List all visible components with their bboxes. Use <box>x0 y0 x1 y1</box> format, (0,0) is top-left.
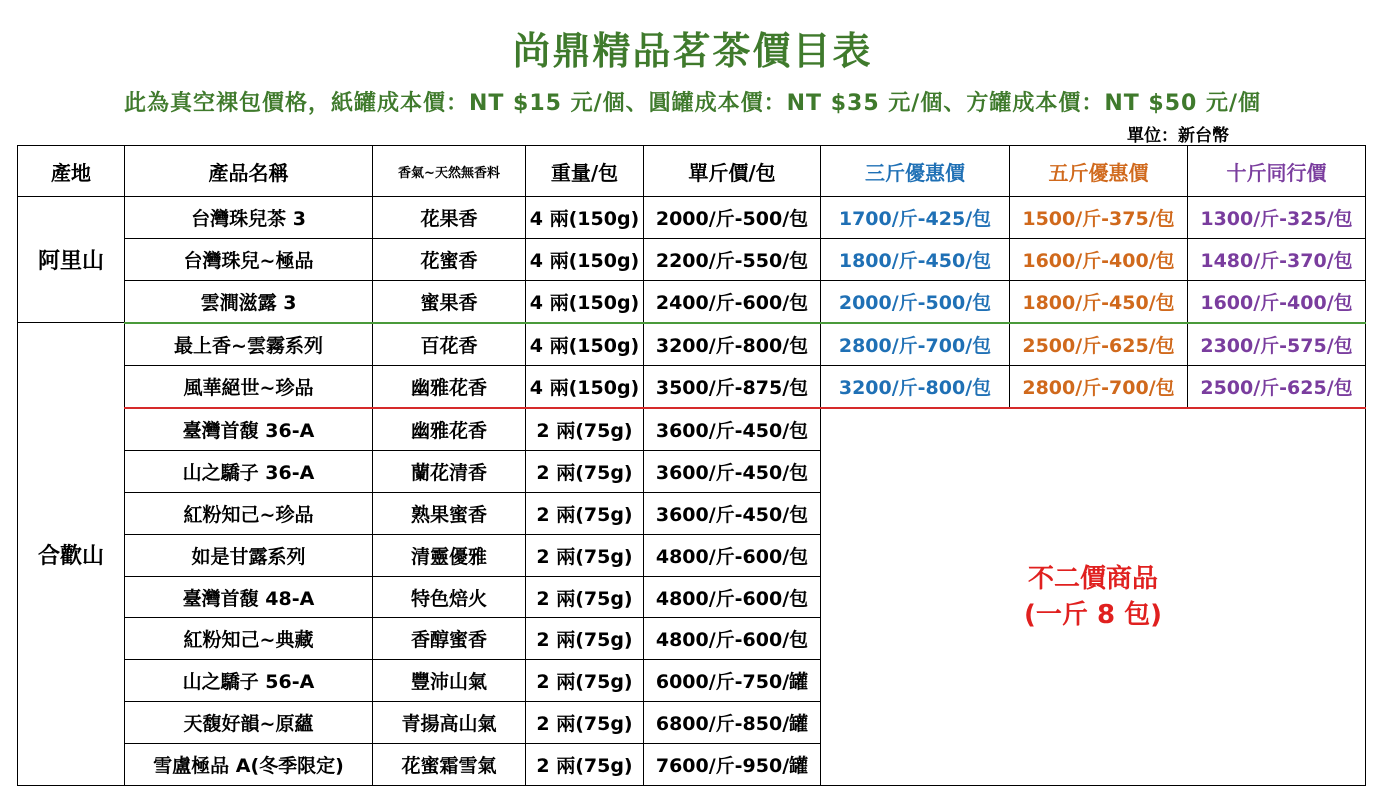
table-row <box>18 280 1366 323</box>
product-price: 4800/斤-600/包 <box>644 618 821 660</box>
price-table <box>17 145 1366 786</box>
header-origin: 產地 <box>18 146 125 197</box>
pack-count-label: (一斤 8 包) <box>1024 599 1162 630</box>
product-aroma: 青揚高山氣 <box>373 702 526 744</box>
price-5-jin: 2500/斤-625/包 <box>1010 323 1188 366</box>
product-name: 風華絕世~珍品 <box>125 365 373 408</box>
header-price: 單斤價/包 <box>644 146 821 197</box>
product-weight: 2 兩(75g) <box>526 702 644 744</box>
product-price: 3600/斤-450/包 <box>644 451 821 493</box>
price-10-jin: 2300/斤-575/包 <box>1188 323 1366 366</box>
product-weight: 4 兩(150g) <box>526 238 644 280</box>
product-weight: 2 兩(75g) <box>526 618 644 660</box>
header-10-jin-price: 十斤同行價 <box>1188 146 1366 197</box>
product-weight: 4 兩(150g) <box>526 197 644 239</box>
header-weight: 重量/包 <box>526 146 644 197</box>
product-name: 雪盧極品 A(冬季限定) <box>125 743 373 785</box>
product-name: 山之驕子 56-A <box>125 660 373 702</box>
product-weight: 2 兩(75g) <box>526 576 644 618</box>
header-name: 產品名稱 <box>125 146 373 197</box>
origin-hehuan: 合歡山 <box>18 323 125 786</box>
product-price: 3600/斤-450/包 <box>644 492 821 534</box>
currency-unit: 單位：新台幣 <box>1127 126 1229 146</box>
price-5-jin: 1600/斤-400/包 <box>1010 238 1188 280</box>
product-aroma: 特色焙火 <box>373 576 526 618</box>
price-3-jin: 2000/斤-500/包 <box>821 280 1010 323</box>
product-price: 2400/斤-600/包 <box>644 280 821 323</box>
product-name: 山之驕子 36-A <box>125 451 373 493</box>
product-name: 紅粉知己~典藏 <box>125 618 373 660</box>
price-10-jin: 2500/斤-625/包 <box>1188 365 1366 408</box>
product-price: 3600/斤-450/包 <box>644 408 821 451</box>
product-aroma: 蘭花清香 <box>373 451 526 493</box>
product-price: 7600/斤-950/罐 <box>644 743 821 785</box>
price-10-jin: 1600/斤-400/包 <box>1188 280 1366 323</box>
product-price: 4800/斤-600/包 <box>644 576 821 618</box>
product-weight: 4 兩(150g) <box>526 280 644 323</box>
price-10-jin: 1300/斤-325/包 <box>1188 197 1366 239</box>
product-weight: 2 兩(75g) <box>526 660 644 702</box>
product-price: 3200/斤-800/包 <box>644 323 821 366</box>
product-name: 臺灣首馥 36-A <box>125 408 373 451</box>
price-3-jin: 1700/斤-425/包 <box>821 197 1010 239</box>
price-3-jin: 3200/斤-800/包 <box>821 365 1010 408</box>
product-aroma: 花蜜霜雪氣 <box>373 743 526 785</box>
product-name: 最上香~雲霧系列 <box>125 323 373 366</box>
table-row <box>18 365 1366 408</box>
product-price: 6800/斤-850/罐 <box>644 702 821 744</box>
product-name: 雲澗滋露 3 <box>125 280 373 323</box>
product-aroma: 花果香 <box>373 197 526 239</box>
product-name: 紅粉知己~珍品 <box>125 492 373 534</box>
table-row <box>18 238 1366 280</box>
product-aroma: 熟果蜜香 <box>373 492 526 534</box>
product-weight: 2 兩(75g) <box>526 743 644 785</box>
header-5-jin-price: 五斤優惠價 <box>1010 146 1188 197</box>
table-row <box>18 197 1366 239</box>
product-weight: 2 兩(75g) <box>526 408 644 451</box>
product-name: 臺灣首馥 48-A <box>125 576 373 618</box>
product-weight: 2 兩(75g) <box>526 451 644 493</box>
price-5-jin: 1800/斤-450/包 <box>1010 280 1188 323</box>
product-weight: 2 兩(75g) <box>526 534 644 576</box>
product-weight: 4 兩(150g) <box>526 323 644 366</box>
fixed-price-label: 不二價商品 <box>1027 563 1158 594</box>
product-aroma: 百花香 <box>373 323 526 366</box>
fixed-price-note <box>821 408 1366 786</box>
table-row <box>18 408 1366 451</box>
price-10-jin: 1480/斤-370/包 <box>1188 238 1366 280</box>
product-aroma: 花蜜香 <box>373 238 526 280</box>
price-3-jin: 1800/斤-450/包 <box>821 238 1010 280</box>
product-weight: 4 兩(150g) <box>526 365 644 408</box>
product-aroma: 幽雅花香 <box>373 365 526 408</box>
table-header-row <box>18 146 1366 197</box>
product-name: 台灣珠兒~極品 <box>125 238 373 280</box>
price-3-jin: 2800/斤-700/包 <box>821 323 1010 366</box>
product-aroma: 清靈優雅 <box>373 534 526 576</box>
product-price: 2200/斤-550/包 <box>644 238 821 280</box>
price-5-jin: 2800/斤-700/包 <box>1010 365 1188 408</box>
page-title: 尚鼎精品茗茶價目表 <box>512 29 873 73</box>
product-aroma: 幽雅花香 <box>373 408 526 451</box>
product-name: 台灣珠兒茶 3 <box>125 197 373 239</box>
header-aroma: 香氣~天然無香料 <box>373 146 526 197</box>
origin-alishan: 阿里山 <box>18 197 125 323</box>
product-price: 3500/斤-875/包 <box>644 365 821 408</box>
price-note: 此為真空裸包價格，紙罐成本價：NT $15 元/個、圓罐成本價：NT $35 元/個、方罐成本價：NT $50 元/個 <box>123 91 1262 116</box>
product-name: 如是甘露系列 <box>125 534 373 576</box>
product-name: 天馥好韻~原蘊 <box>125 702 373 744</box>
product-weight: 2 兩(75g) <box>526 492 644 534</box>
product-aroma: 香醇蜜香 <box>373 618 526 660</box>
product-price: 6000/斤-750/罐 <box>644 660 821 702</box>
table-row <box>18 323 1366 366</box>
product-aroma: 蜜果香 <box>373 280 526 323</box>
product-price: 4800/斤-600/包 <box>644 534 821 576</box>
header-3-jin-price: 三斤優惠價 <box>821 146 1010 197</box>
product-price: 2000/斤-500/包 <box>644 197 821 239</box>
price-5-jin: 1500/斤-375/包 <box>1010 197 1188 239</box>
product-aroma: 豐沛山氣 <box>373 660 526 702</box>
